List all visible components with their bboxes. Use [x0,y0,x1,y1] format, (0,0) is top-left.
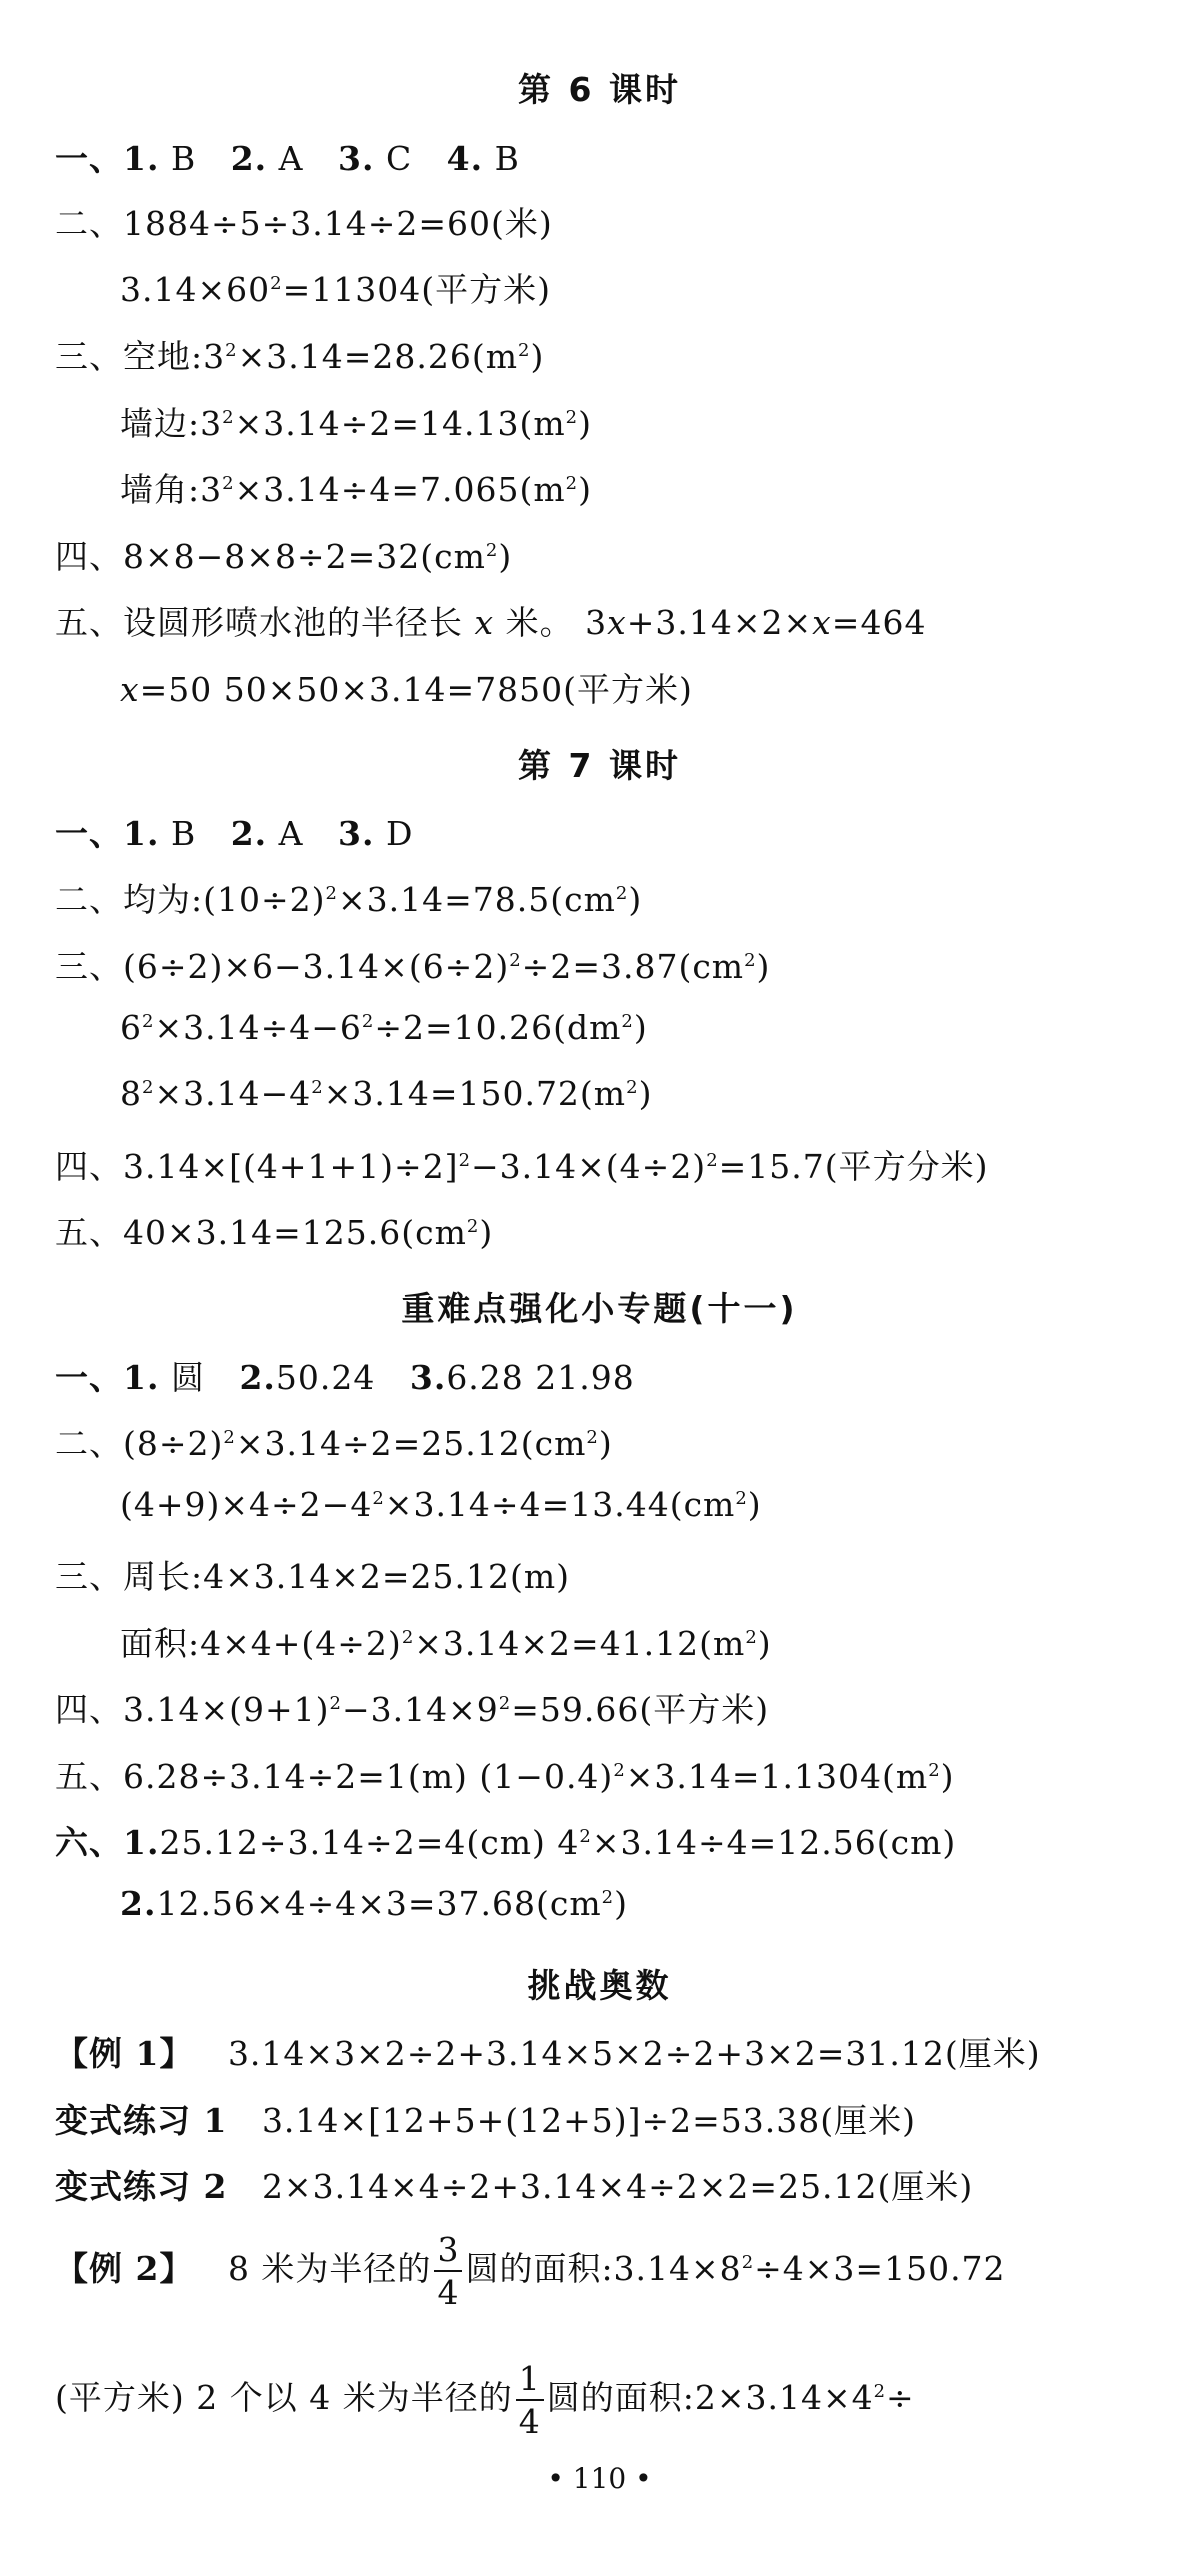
answer-line: $(4+9)\times 4\div 2-4^2\times 3.14\div 4=13.44(cm^2)$ [120,1485,762,1524]
answer-line: 五、6.28÷3.14÷2=1(m) $(1-0.4)^2\times 3.14=1.1304(m^2)$ [55,1757,955,1796]
section-title-7: 第 7 课时 [518,746,681,785]
answer-line: x=50 50×50×3.14=7850(平方米) [120,670,693,709]
section-title-6: 第 6 课时 [518,70,681,109]
answer-line: 一、1. 圆 2.50.24 3.6.28 21.98 [55,1358,635,1397]
answer-line: 四、$3.14\times[(4+1+1)\div 2]^2-3.14\times(4\div 2)^2=15.7$(平方分米) [55,1147,989,1186]
answer-line: $2.12.56\times 4\div 4\times 3=37.68(cm^2)$ [120,1884,628,1923]
answer-line: 三、空地$:3^2\times 3.14=28.26(m^2)$ [55,337,545,376]
answer-line: 一、1. B 2. A 3. C 4. B [55,139,520,178]
answer-line: 一、1. B 2. A 3. D [55,814,414,853]
answer-line: 四、$8\times 8-8\times 8\div 2=32(cm^2)$ [55,537,513,576]
answer-line: 五、设圆形喷水池的半径长 x 米。 3x+3.14×2×x=464 [55,603,927,642]
answer-line: $8^2\times 3.14-4^2\times 3.14=150.72(m^2)$ [120,1074,653,1113]
answer-line: 三、$(6\div 2)\times 6-3.14\times(6\div 2)^2\div 2=3.87(cm^2)$ [55,947,771,986]
answer-line: 二、$(8\div 2)^2\times 3.14\div 2=25.12(cm^2)$ [55,1424,613,1463]
page-number: • 110 • [547,2462,652,2495]
answer-line: $3.14\times 60^2=11304$(平方米) [120,270,551,309]
answer-line: 【例 2】 8 米为半径的 $\frac{3}{4}$ 圆的面积$:3.14\times 8^2\div 4\times 3=150.72$ [55,2230,1006,2312]
section-title-olympiad: 挑战奥数 [527,1966,672,2005]
answer-line: 墙边$:3^2\times 3.14\div 2=14.13(m^2)$ [120,404,592,443]
answer-line: 【例 1】 3.14×3×2÷2+3.14×5×2÷2+3×2=31.12(厘米) [55,2034,1041,2073]
answer-line: 四、$3.14\times(9+1)^2-3.14\times 9^2=59.66$(平方米) [55,1690,770,1729]
answer-line: $6^2\times 3.14\div 4-6^2\div 2=10.26(dm^2)$ [120,1008,648,1047]
answer-line: 二、1884÷5÷3.14÷2=60(米) [55,204,553,243]
answer-line: 变式练习 1 3.14×[12+5+(12+5)]÷2=53.38(厘米) [55,2101,917,2140]
answer-line: 变式练习 2 2×3.14×4÷2+3.14×4÷2×2=25.12(厘米) [55,2167,974,2206]
answer-line: 六、1.25.12÷3.14÷2=4(cm) $4^2\times 3.14\div 4=12.56(cm)$ [55,1823,957,1862]
answer-line: 二、均为$:(10\div 2)^2\times 3.14=78.5(cm^2)$ [55,880,643,919]
answer-line: (平方米) 2 个以 4 米为半径的 $\frac{1}{4}$ 圆的面积$:2\times 3.14\times 4^2\div$ [55,2359,915,2441]
answer-line: 墙角$:3^2\times 3.14\div 4=7.065(m^2)$ [120,470,592,509]
answer-line: 面积$:4\times 4+(4\div 2)^2\times 3.14\times 2=41.12(m^2)$ [120,1624,772,1663]
section-title-topic: 重难点强化小专题(十一) [401,1289,798,1328]
answer-line: 五、$40\times 3.14=125.6(cm^2)$ [55,1213,494,1252]
answer-line: 三、周长:4×3.14×2=25.12(m) [55,1557,571,1596]
